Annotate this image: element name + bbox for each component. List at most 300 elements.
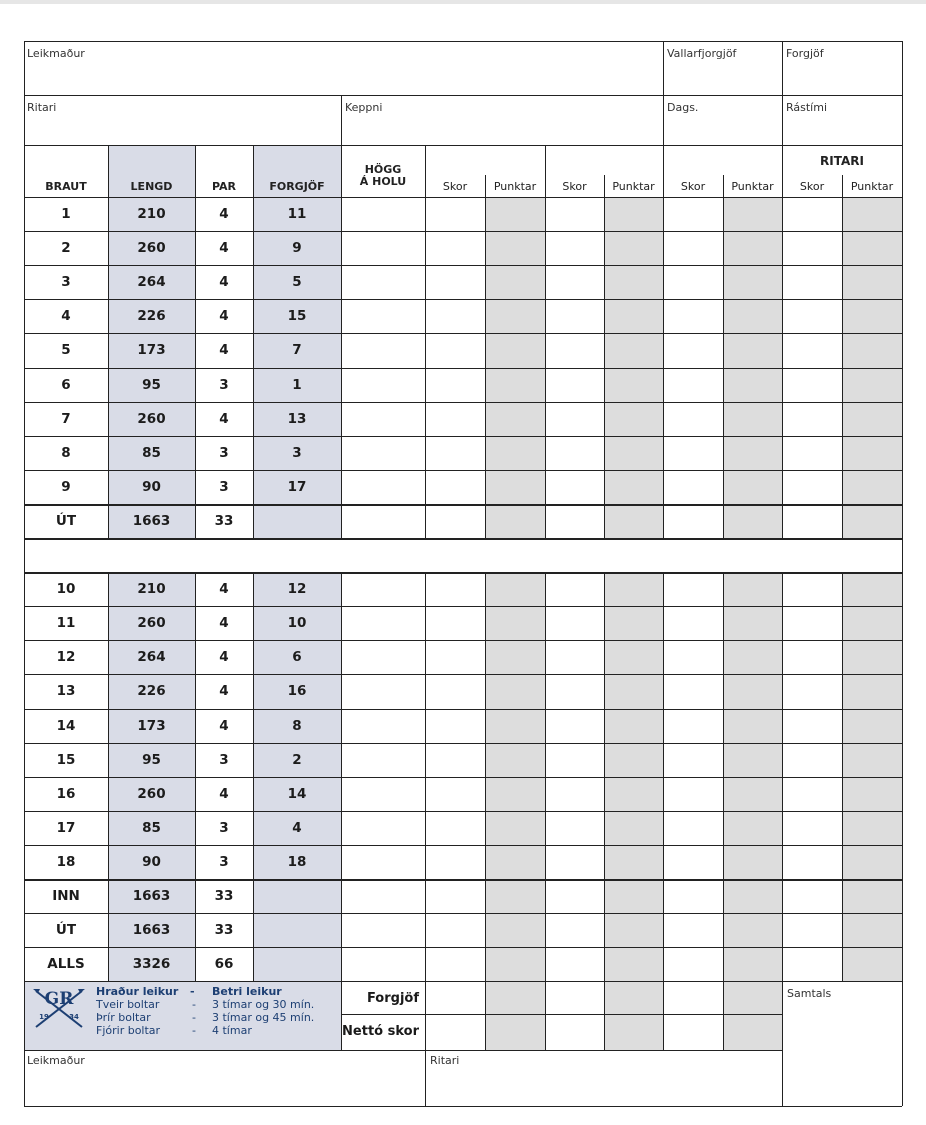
score-entry-cell[interactable]	[843, 267, 901, 298]
col-score: Skor	[562, 180, 587, 193]
score-entry-cell[interactable]	[843, 404, 901, 435]
hole-par: 3	[219, 445, 229, 461]
score-entry-cell[interactable]	[664, 676, 722, 708]
score-entry-cell[interactable]	[486, 847, 544, 878]
score-entry-cell[interactable]	[783, 370, 841, 401]
score-entry-cell[interactable]	[664, 404, 722, 435]
score-entry-cell[interactable]	[783, 745, 841, 776]
score-entry-cell[interactable]	[724, 779, 781, 810]
player-label: Leikmaður	[27, 47, 85, 60]
score-entry-cell[interactable]	[426, 813, 484, 844]
col-marker: RITARI	[820, 154, 864, 168]
score-entry-cell[interactable]	[546, 779, 603, 810]
score-entry-cell[interactable]	[724, 608, 781, 639]
footer-line	[425, 981, 426, 1050]
score-entry-cell[interactable]	[546, 676, 603, 708]
total-label: ÚT	[55, 922, 77, 938]
score-entry-cell[interactable]	[426, 335, 484, 367]
course-handicap-label: Vallarfjorgjöf	[667, 47, 737, 60]
player-field[interactable]	[26, 57, 661, 93]
score-entry-cell[interactable]	[664, 915, 722, 946]
score-entry-cell[interactable]	[724, 711, 781, 742]
footer-points-shade	[723, 981, 782, 1050]
hole-par: 4	[219, 786, 229, 802]
total-field[interactable]	[784, 997, 900, 1104]
legend-time: 3 tímar og 30 mín.	[212, 998, 315, 1011]
score-entry-cell[interactable]	[664, 267, 722, 298]
score-entry-cell[interactable]	[843, 711, 901, 742]
score-entry-cell[interactable]	[486, 267, 544, 298]
score-entry-cell[interactable]	[486, 711, 544, 742]
score-entry-cell[interactable]	[426, 233, 484, 264]
logo-year-right: 34	[69, 1013, 79, 1021]
score-entry-cell[interactable]	[486, 745, 544, 776]
score-entry-cell[interactable]	[605, 438, 662, 469]
col-strokes-line2: Á HOLU	[359, 175, 407, 188]
hole-length: 90	[142, 854, 161, 870]
legend-dash: -	[192, 998, 196, 1011]
score-entry-cell[interactable]	[546, 199, 603, 230]
score-entry-cell[interactable]	[605, 608, 662, 639]
score-entry-cell[interactable]	[843, 335, 901, 367]
hole-handicap: 1	[292, 377, 302, 393]
score-entry-cell[interactable]	[342, 404, 424, 435]
legend-better-play: Betri leikur	[212, 985, 282, 998]
score-entry-cell[interactable]	[486, 404, 544, 435]
score-entry-cell[interactable]	[783, 199, 841, 230]
score-entry-cell[interactable]	[605, 881, 662, 912]
score-entry-cell[interactable]	[605, 370, 662, 401]
row-line	[24, 299, 902, 300]
score-entry-cell[interactable]	[724, 642, 781, 673]
frame-top	[24, 41, 902, 42]
hole-handicap: 11	[287, 206, 307, 222]
row-line	[24, 436, 902, 437]
score-entry-cell[interactable]	[843, 949, 901, 980]
date-field[interactable]	[665, 111, 780, 143]
table-top	[24, 145, 902, 146]
score-entry-cell[interactable]	[486, 949, 544, 980]
score-entry-cell[interactable]	[486, 676, 544, 708]
marker-field[interactable]	[26, 111, 339, 143]
score-entry-cell[interactable]	[342, 745, 424, 776]
hole-length: 85	[142, 820, 161, 836]
score-entry-cell[interactable]	[783, 711, 841, 742]
score-entry-cell[interactable]	[605, 506, 662, 537]
score-entry-cell[interactable]	[342, 438, 424, 469]
score-entry-cell[interactable]	[486, 370, 544, 401]
row-line	[24, 913, 902, 914]
col-par: PAR	[211, 180, 237, 193]
score-entry-cell[interactable]	[664, 949, 722, 980]
score-entry-cell[interactable]	[664, 881, 722, 912]
score-entry-cell[interactable]	[605, 915, 662, 946]
score-entry-cell[interactable]	[664, 813, 722, 844]
score-entry-cell[interactable]	[843, 472, 901, 503]
score-entry-cell[interactable]	[843, 745, 901, 776]
score-entry-cell[interactable]	[724, 267, 781, 298]
hole-number: 18	[56, 854, 76, 870]
score-entry-cell[interactable]	[546, 915, 603, 946]
score-entry-cell[interactable]	[664, 711, 722, 742]
header-bottom	[24, 197, 902, 198]
score-entry-cell[interactable]	[783, 779, 841, 810]
score-entry-cell[interactable]	[426, 267, 484, 298]
score-entry-cell[interactable]	[724, 915, 781, 946]
hole-par: 3	[219, 479, 229, 495]
footer-line	[425, 1050, 426, 1106]
score-entry-cell[interactable]	[426, 301, 484, 332]
player-signature-field[interactable]	[26, 1066, 423, 1104]
footer-line	[604, 981, 605, 1050]
hole-par: 4	[219, 308, 229, 324]
hole-handicap: 14	[287, 786, 307, 802]
score-entry-cell[interactable]	[724, 301, 781, 332]
score-entry-cell[interactable]	[724, 233, 781, 264]
score-entry-cell[interactable]	[546, 574, 603, 605]
score-entry-cell[interactable]	[724, 574, 781, 605]
score-entry-cell[interactable]	[426, 642, 484, 673]
hole-number: 13	[56, 683, 76, 699]
score-entry-cell[interactable]	[664, 608, 722, 639]
hole-number: 3	[61, 274, 71, 290]
tee-time-field[interactable]	[784, 111, 900, 143]
score-entry-cell[interactable]	[426, 370, 484, 401]
score-entry-cell[interactable]	[486, 574, 544, 605]
score-entry-cell[interactable]	[724, 335, 781, 367]
score-entry-cell[interactable]	[783, 813, 841, 844]
score-entry-cell[interactable]	[546, 881, 603, 912]
score-entry-cell[interactable]	[664, 574, 722, 605]
hole-number: 2	[61, 240, 71, 256]
hole-number: 4	[61, 308, 71, 324]
total-length: 1663	[132, 888, 171, 904]
footer-points-shade	[485, 981, 545, 1050]
score-entry-cell[interactable]	[426, 438, 484, 469]
hole-handicap: 8	[292, 718, 302, 734]
score-entry-cell[interactable]	[843, 301, 901, 332]
score-entry-cell[interactable]	[843, 233, 901, 264]
score-entry-cell[interactable]	[783, 335, 841, 367]
score-entry-cell[interactable]	[783, 233, 841, 264]
score-entry-cell[interactable]	[342, 642, 424, 673]
col-length: LENGD	[130, 180, 173, 193]
hole-handicap: 6	[292, 649, 302, 665]
score-entry-cell[interactable]	[426, 779, 484, 810]
score-entry-cell[interactable]	[426, 745, 484, 776]
hole-length: 85	[142, 445, 161, 461]
score-entry-cell[interactable]	[843, 881, 901, 912]
score-entry-cell[interactable]	[783, 676, 841, 708]
score-entry-cell[interactable]	[724, 472, 781, 503]
score-entry-cell[interactable]	[486, 301, 544, 332]
score-entry-cell[interactable]	[783, 404, 841, 435]
score-entry-cell[interactable]	[486, 915, 544, 946]
score-entry-cell[interactable]	[605, 642, 662, 673]
score-entry-cell[interactable]	[546, 472, 603, 503]
col-strokes-line1: HÖGG	[364, 163, 402, 176]
row-line	[24, 333, 902, 334]
score-entry-cell[interactable]	[426, 574, 484, 605]
row-line	[24, 265, 902, 266]
score-entry-cell[interactable]	[843, 813, 901, 844]
score-entry-cell[interactable]	[724, 847, 781, 878]
score-entry-cell[interactable]	[426, 472, 484, 503]
score-entry-cell[interactable]	[664, 472, 722, 503]
competition-field[interactable]	[343, 111, 661, 143]
score-entry-cell[interactable]	[486, 233, 544, 264]
score-entry-cell[interactable]	[664, 370, 722, 401]
frame-right	[902, 41, 903, 1106]
hole-number: 16	[56, 786, 76, 802]
score-entry-cell[interactable]	[664, 779, 722, 810]
col-points: Punktar	[731, 180, 774, 193]
score-entry-cell[interactable]	[546, 813, 603, 844]
score-entry-cell[interactable]	[486, 335, 544, 367]
score-entry-cell[interactable]	[342, 335, 424, 367]
score-entry-cell[interactable]	[546, 608, 603, 639]
footer-net-score-label: Nettó skor	[342, 1024, 419, 1039]
score-entry-cell[interactable]	[546, 847, 603, 878]
score-entry-cell[interactable]	[342, 233, 424, 264]
marker-signature-field[interactable]	[427, 1066, 780, 1104]
score-entry-cell[interactable]	[486, 881, 544, 912]
score-entry-cell[interactable]	[546, 233, 603, 264]
footer-end	[24, 1050, 782, 1051]
score-entry-cell[interactable]	[843, 779, 901, 810]
score-entry-cell[interactable]	[426, 711, 484, 742]
score-entry-cell[interactable]	[546, 404, 603, 435]
hole-number: 7	[61, 411, 71, 427]
score-entry-cell[interactable]	[486, 438, 544, 469]
score-entry-cell[interactable]	[342, 813, 424, 844]
score-entry-cell[interactable]	[486, 472, 544, 503]
score-entry-cell[interactable]	[546, 438, 603, 469]
total-label: INN	[52, 888, 80, 904]
row-line	[24, 674, 902, 675]
score-entry-cell[interactable]	[342, 472, 424, 503]
score-entry-cell[interactable]	[605, 472, 662, 503]
score-entry-cell[interactable]	[843, 676, 901, 708]
score-entry-cell[interactable]	[426, 506, 484, 537]
score-entry-cell[interactable]	[605, 745, 662, 776]
score-entry-cell[interactable]	[546, 711, 603, 742]
col-points: Punktar	[493, 180, 537, 193]
score-entry-cell[interactable]	[546, 335, 603, 367]
hole-par: 4	[219, 615, 229, 631]
row-line	[24, 845, 902, 846]
score-entry-cell[interactable]	[843, 847, 901, 878]
marker-label: Ritari	[27, 101, 57, 114]
score-entry-cell[interactable]	[605, 779, 662, 810]
total-par: 33	[214, 888, 234, 904]
score-entry-cell[interactable]	[724, 949, 781, 980]
hole-length: 260	[137, 240, 166, 256]
footer-top	[24, 981, 902, 982]
footer-line	[663, 981, 664, 1050]
score-entry-cell[interactable]	[724, 438, 781, 469]
score-entry-cell[interactable]	[664, 301, 722, 332]
score-entry-cell[interactable]	[664, 642, 722, 673]
score-entry-cell[interactable]	[546, 370, 603, 401]
score-entry-cell[interactable]	[843, 370, 901, 401]
score-entry-cell[interactable]	[546, 301, 603, 332]
hole-handicap: 9	[292, 240, 302, 256]
score-entry-cell[interactable]	[342, 267, 424, 298]
score-entry-cell[interactable]	[843, 438, 901, 469]
footer-line	[723, 981, 724, 1050]
score-entry-cell[interactable]	[342, 711, 424, 742]
score-entry-cell[interactable]	[342, 199, 424, 230]
score-entry-cell[interactable]	[546, 949, 603, 980]
hole-length: 173	[137, 718, 166, 734]
score-entry-cell[interactable]	[426, 915, 484, 946]
legend-balls: Þrír boltar	[96, 1011, 151, 1024]
score-entry-cell[interactable]	[605, 574, 662, 605]
score-entry-cell[interactable]	[342, 847, 424, 878]
score-entry-cell[interactable]	[426, 608, 484, 639]
hole-par: 4	[219, 342, 229, 358]
score-entry-cell[interactable]	[724, 404, 781, 435]
header-divider	[24, 95, 902, 96]
score-entry-cell[interactable]	[426, 847, 484, 878]
score-entry-cell[interactable]	[724, 813, 781, 844]
score-entry-cell[interactable]	[724, 881, 781, 912]
score-entry-cell[interactable]	[605, 301, 662, 332]
row-line	[24, 709, 902, 710]
hole-handicap: 4	[292, 820, 302, 836]
score-entry-cell[interactable]	[783, 472, 841, 503]
score-entry-cell[interactable]	[843, 199, 901, 230]
score-entry-cell[interactable]	[843, 642, 901, 673]
score-entry-cell[interactable]	[783, 642, 841, 673]
score-entry-cell[interactable]	[426, 404, 484, 435]
score-entry-cell[interactable]	[342, 506, 424, 537]
score-entry-cell[interactable]	[605, 404, 662, 435]
hole-par: 4	[219, 718, 229, 734]
score-entry-cell[interactable]	[426, 676, 484, 708]
col-score: Skor	[442, 180, 468, 193]
row-line	[24, 640, 902, 641]
score-entry-cell[interactable]	[783, 438, 841, 469]
score-entry-cell[interactable]	[546, 642, 603, 673]
score-entry-cell[interactable]	[783, 506, 841, 537]
score-entry-cell[interactable]	[605, 335, 662, 367]
score-entry-cell[interactable]	[605, 949, 662, 980]
score-entry-cell[interactable]	[724, 199, 781, 230]
score-entry-cell[interactable]	[342, 608, 424, 639]
hole-length: 90	[142, 479, 161, 495]
score-entry-cell[interactable]	[783, 949, 841, 980]
out-length: 1663	[132, 513, 171, 529]
score-entry-cell[interactable]	[426, 949, 484, 980]
score-entry-cell[interactable]	[546, 745, 603, 776]
legend-dash: -	[192, 1011, 196, 1024]
total-length: 3326	[132, 956, 171, 972]
hole-length: 173	[137, 342, 166, 358]
score-entry-cell[interactable]	[783, 915, 841, 946]
score-entry-cell[interactable]	[486, 608, 544, 639]
tee-time-label: Rástími	[786, 101, 828, 114]
score-entry-cell[interactable]	[843, 574, 901, 605]
score-entry-cell[interactable]	[426, 199, 484, 230]
score-entry-cell[interactable]	[342, 301, 424, 332]
score-entry-cell[interactable]	[342, 370, 424, 401]
score-entry-cell[interactable]	[605, 847, 662, 878]
score-entry-cell[interactable]	[605, 233, 662, 264]
score-entry-cell[interactable]	[486, 779, 544, 810]
course-handicap-field[interactable]	[665, 57, 780, 93]
score-entry-cell[interactable]	[605, 813, 662, 844]
score-entry-cell[interactable]	[605, 711, 662, 742]
logo-year-left: 19	[39, 1013, 49, 1021]
score-entry-cell[interactable]	[664, 438, 722, 469]
score-entry-cell[interactable]	[486, 642, 544, 673]
footer-handicap-label: Forgjöf	[366, 991, 419, 1006]
hole-handicap: 2	[292, 752, 302, 768]
col-hole: BRAUT	[45, 180, 87, 193]
score-entry-cell[interactable]	[724, 745, 781, 776]
header-v-3	[341, 95, 342, 145]
score-entry-cell[interactable]	[342, 949, 424, 980]
score-entry-cell[interactable]	[664, 847, 722, 878]
footer-mid	[341, 1014, 782, 1015]
score-entry-cell[interactable]	[342, 676, 424, 708]
footer-line	[545, 981, 546, 1050]
score-entry-cell[interactable]	[664, 233, 722, 264]
score-entry-cell[interactable]	[342, 574, 424, 605]
score-entry-cell[interactable]	[783, 267, 841, 298]
score-entry-cell[interactable]	[724, 370, 781, 401]
score-entry-cell[interactable]	[724, 676, 781, 708]
score-entry-cell[interactable]	[664, 506, 722, 537]
score-entry-cell[interactable]	[342, 779, 424, 810]
row-line	[24, 231, 902, 232]
score-entry-cell[interactable]	[783, 574, 841, 605]
score-entry-cell[interactable]	[605, 267, 662, 298]
score-entry-cell[interactable]	[783, 301, 841, 332]
score-entry-cell[interactable]	[486, 199, 544, 230]
score-entry-cell[interactable]	[724, 506, 781, 537]
score-entry-cell[interactable]	[783, 608, 841, 639]
score-entry-cell[interactable]	[664, 745, 722, 776]
score-entry-cell[interactable]	[664, 335, 722, 367]
score-entry-cell[interactable]	[426, 881, 484, 912]
hole-number: 17	[56, 820, 76, 836]
score-entry-cell[interactable]	[342, 881, 424, 912]
score-entry-cell[interactable]	[783, 881, 841, 912]
score-entry-cell[interactable]	[546, 267, 603, 298]
hole-par: 3	[219, 377, 229, 393]
score-entry-cell[interactable]	[342, 915, 424, 946]
hole-par: 4	[219, 649, 229, 665]
row-line-strong	[24, 539, 902, 540]
handicap-field[interactable]	[784, 57, 900, 93]
score-entry-cell[interactable]	[605, 199, 662, 230]
score-entry-cell[interactable]	[843, 915, 901, 946]
score-entry-cell[interactable]	[843, 506, 901, 537]
hole-number: 10	[56, 581, 76, 597]
score-entry-cell[interactable]	[486, 813, 544, 844]
score-entry-cell[interactable]	[843, 608, 901, 639]
score-entry-cell[interactable]	[546, 506, 603, 537]
score-entry-cell[interactable]	[664, 199, 722, 230]
blank-separator-row	[24, 538, 902, 572]
score-entry-cell[interactable]	[605, 676, 662, 708]
footer-line	[782, 981, 783, 1106]
score-entry-cell[interactable]	[783, 847, 841, 878]
score-entry-cell[interactable]	[486, 506, 544, 537]
